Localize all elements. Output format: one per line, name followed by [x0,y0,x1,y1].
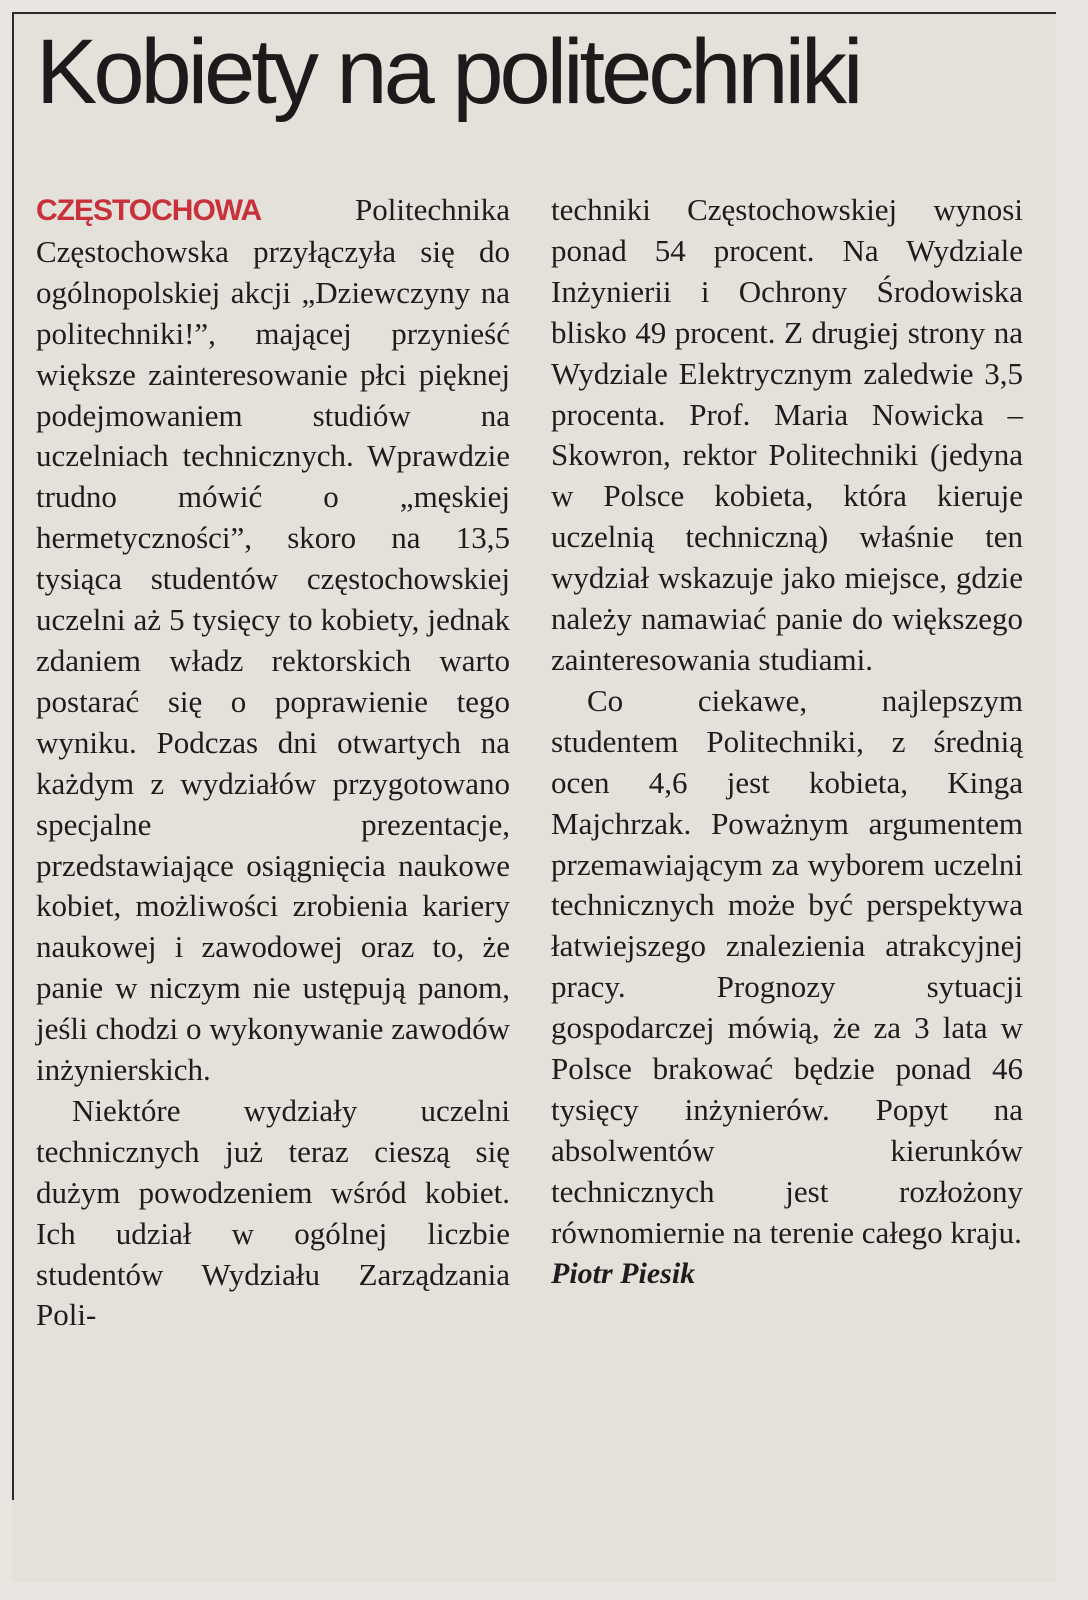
paragraph-text: Politechnika Częstochowska przyłączyła się do ogólnopolskiej akcji „Dziewczyny na politechniki!”, mającej przynieść większe zainteresowanie płci pięknej podejmowaniem studiów na uczelniach technicznych. Wprawdzie trudno mówić o „męskiej hermetyczności”, skoro na 13,5 tysiąca studentów częstochowskiej uczelni aż 5 tysięcy to kobiety, jednak zdaniem władz rektorskich warto postarać się o poprawienie tego wyniku. Podczas dni otwartych na każdym z wydziałów przygotowano specjalne prezentacje, przedstawiające osiągnięcia naukowe kobiet, możliwości zrobienia kariery naukowej i zawodowej oraz to, że panie w niczym nie ustępują panom, jeśli chodzi o wykonywanie zawodów inżynierskich. [36,192,510,1088]
article-paragraph: Niektóre wydziały uczelni technicznych już teraz cieszą się dużym powodzeniem wśród kobiet. Ich udział w ogólnej liczbie studentów Wydziału Zarządzania Poli- [36,1092,510,1333]
article-headline: Kobiety na politechniki [36,21,860,123]
article-column-left [36,190,510,1336]
article-paragraph: Co ciekawe, najlepszym studentem Politechniki, z średnią ocen 4,6 jest kobieta, Kinga Majchrzak. Poważnym argumentem przemawiającym za wyborem uczelni technicznych może być perspektywa łatwiejszego znalezienia atrakcyjnej pracy. Prognozy sytuacji gospodarczej mówią, że za 3 lata w Polsce brakować będzie ponad 46 tysięcy inżynierów. Popyt na absolwentów kierunków technicznych jest rozłożony równomiernie na terenie całego kraju. [551,682,1023,1250]
clipping-left-rule [12,12,14,1500]
article-paragraph: techniki Częstochowskiej wynosi ponad 54 procent. Na Wydziale Inżynierii i Ochrony Środowiska blisko 49 procent. Z drugiej strony na Wydziale Elektrycznym zaledwie 3,5 procenta. Prof. Maria Nowicka – Skowron, rektor Politechniki (jedyna w Polsce kobieta, która kieruje uczelnią techniczną) właśnie ten wydział wskazuje jako miejsce, gdzie należy namawiać panie do większego zainteresowania studiami. [551,192,1023,677]
dateline-city: CZĘSTOCHOWA [36,194,262,227]
article-paragraph [36,190,510,1091]
article-author: Piotr Piesik [551,1256,696,1290]
article-column-right [551,190,1023,1294]
